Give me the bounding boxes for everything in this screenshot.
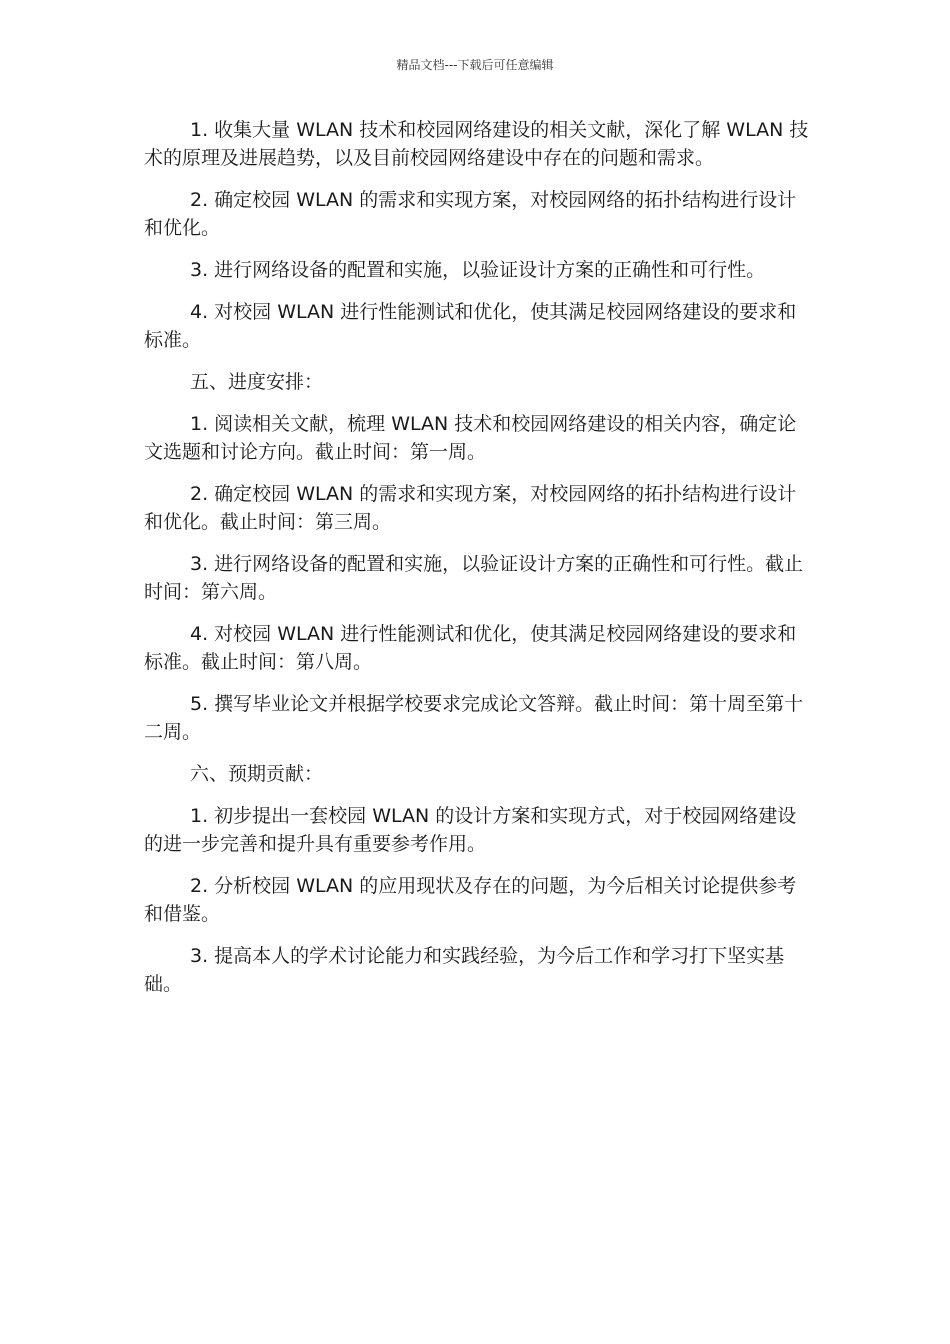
document-body xyxy=(144,116,810,1012)
contribution-item-2: 2. 分析校园 WLAN 的应用现状及存在的问题，为今后相关讨论提供参考和借鉴。 xyxy=(144,875,797,925)
contribution-item-1: 1. 初步提出一套校园 WLAN 的设计方案和实现方式，对于校园网络建设的进一步完善和提升具有重要参考作用。 xyxy=(144,805,797,855)
method-item-3: 3. 进行网络设备的配置和实施，以验证设计方案的正确性和可行性。 xyxy=(190,259,766,281)
schedule-item-2: 2. 确定校园 WLAN 的需求和实现方案，对校园网络的拓扑结构进行设计和优化。截止时间：第三周。 xyxy=(144,483,797,533)
contribution-item-3: 3. 提高本人的学术讨论能力和实践经验，为今后工作和学习打下坚实基础。 xyxy=(144,945,785,995)
method-item-2: 2. 确定校园 WLAN 的需求和实现方案，对校园网络的拓扑结构进行设计和优化。 xyxy=(144,189,797,239)
section-heading-schedule: 五、进度安排： xyxy=(190,371,324,393)
page-header-watermark: 精品文档---下载后可任意编辑 xyxy=(396,58,554,72)
method-item-4: 4. 对校园 WLAN 进行性能测试和优化，使其满足校园网络建设的要求和标准。 xyxy=(144,301,797,351)
method-item-1: 1. 收集大量 WLAN 技术和校园网络建设的相关文献，深化了解 WLAN 技术的原理及进展趋势，以及目前校园网络建设中存在的问题和需求。 xyxy=(144,119,809,169)
schedule-item-4: 4. 对校园 WLAN 进行性能测试和优化，使其满足校园网络建设的要求和标准。截止时间：第八周。 xyxy=(144,623,797,673)
schedule-item-5: 5. 撰写毕业论文并根据学校要求完成论文答辩。截止时间：第十周至第十二周。 xyxy=(144,693,804,743)
schedule-item-1: 1. 阅读相关文献，梳理 WLAN 技术和校园网络建设的相关内容，确定论文选题和讨论方向。截止时间：第一周。 xyxy=(144,413,797,463)
section-heading-contribution: 六、预期贡献： xyxy=(190,763,324,785)
schedule-item-3: 3. 进行网络设备的配置和实施，以验证设计方案的正确性和可行性。截止时间：第六周。 xyxy=(144,553,804,603)
